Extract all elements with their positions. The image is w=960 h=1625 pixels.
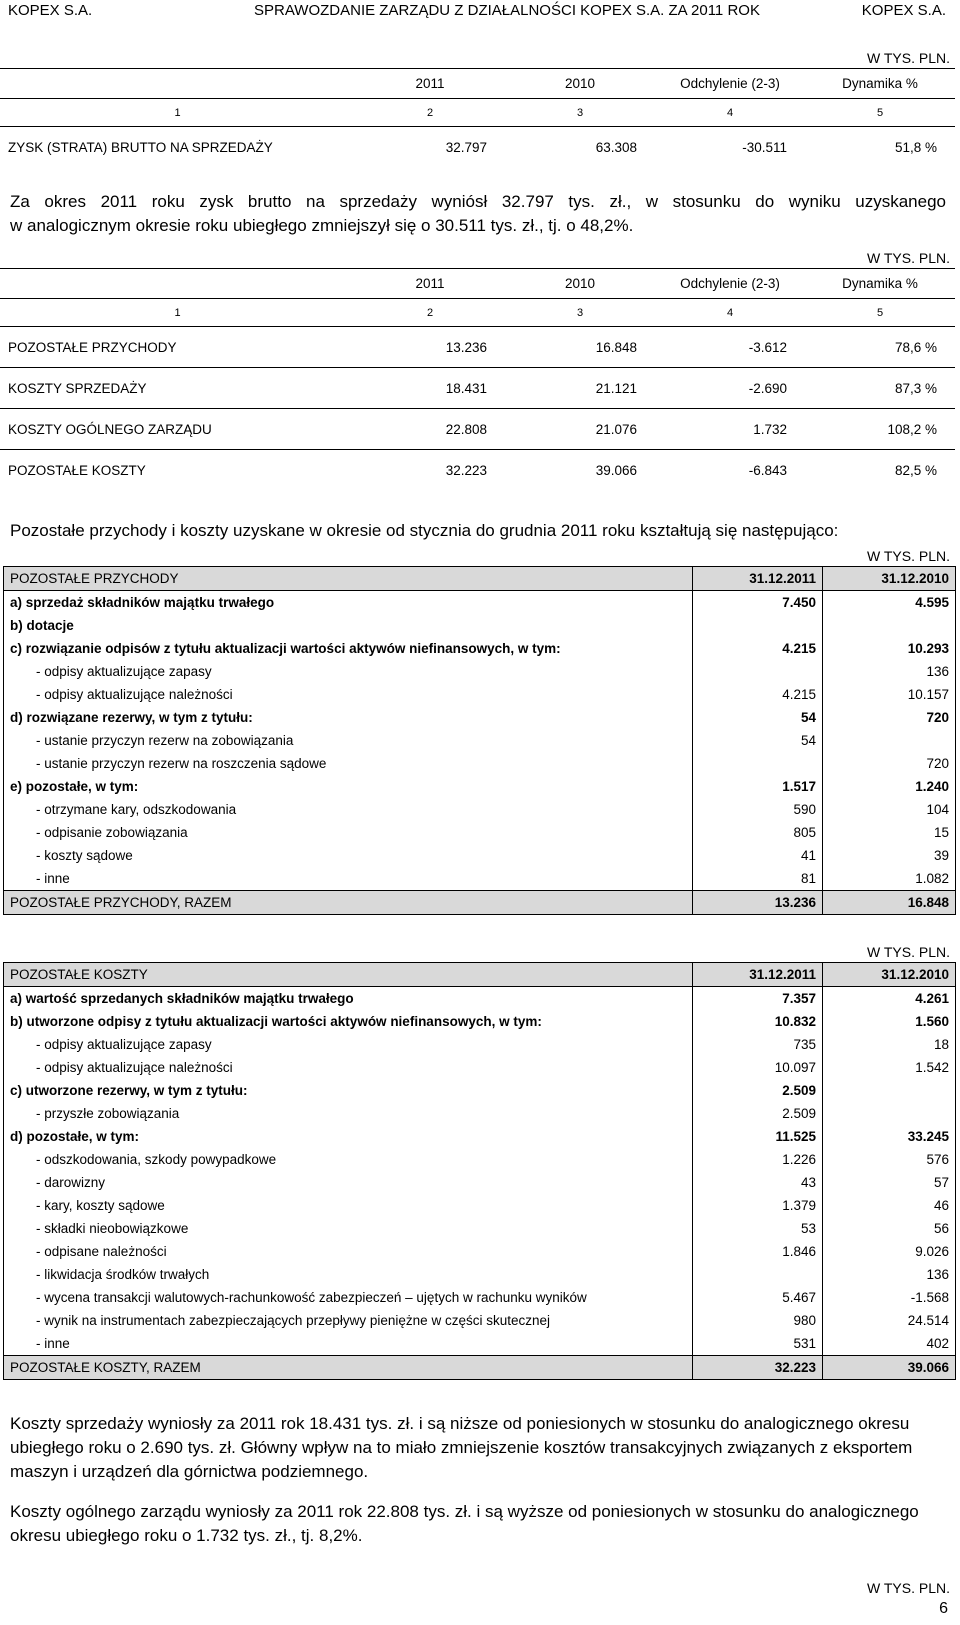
cell: 720 <box>823 706 956 729</box>
cell: 1.082 <box>823 867 956 891</box>
col-num: 4 <box>655 299 805 327</box>
cell: 136 <box>823 1263 956 1286</box>
row-label: - kary, koszty sądowe <box>4 1194 693 1217</box>
cell: 4.215 <box>693 683 823 706</box>
row-label: - ustanie przyczyn rezerw na zobowiązania <box>4 729 693 752</box>
cell: 13.236 <box>693 891 823 915</box>
paragraph: Koszty ogólnego zarządu wyniosły za 2011 rok 22.808 tys. zł. i są wyższe od poniesionych w stosunku do analogicznego okresu ubiegłego roku o 1.732 tys. zł., tj. 8,2%. <box>10 1502 919 1545</box>
table-row <box>4 891 956 915</box>
row-label: POZOSTAŁE KOSZTY <box>0 450 355 491</box>
cell: 1.560 <box>823 1010 956 1033</box>
cell: 2.509 <box>693 1102 823 1125</box>
row-label: KOSZTY SPRZEDAŻY <box>0 368 355 409</box>
table-row <box>0 368 955 409</box>
cell: 1.732 <box>655 409 805 450</box>
header-title: SPRAWOZDANIE ZARZĄDU Z DZIAŁALNOŚCI KOPEX S.A. ZA 2011 ROK <box>254 2 760 19</box>
cell: 805 <box>693 821 823 844</box>
page-number: 6 <box>939 1600 948 1617</box>
row-label: e) pozostałe, w tym: <box>4 775 693 798</box>
cell: 1.240 <box>823 775 956 798</box>
cell: 104 <box>823 798 956 821</box>
cell: 11.525 <box>693 1125 823 1148</box>
cell: 16.848 <box>823 891 956 915</box>
cell: 136 <box>823 660 956 683</box>
cell: -3.612 <box>655 327 805 368</box>
cell: 31.12.2011 <box>693 567 823 591</box>
cell <box>693 752 823 775</box>
col-deviation: Odchylenie (2-3) <box>655 269 805 299</box>
row-label: c) utworzone rezerwy, w tym z tytułu: <box>4 1079 693 1102</box>
paragraph: Pozostałe przychody i koszty uzyskane w okresie od stycznia do grudnia 2011 roku kształtują się następująco: <box>10 521 839 540</box>
cell: 57 <box>823 1171 956 1194</box>
cell: 21.076 <box>505 409 655 450</box>
cell: 43 <box>693 1171 823 1194</box>
row-label: - przyszłe zobowiązania <box>4 1102 693 1125</box>
table-row <box>4 660 956 683</box>
unit-label: W TYS. PLN. <box>867 250 950 266</box>
table-row <box>4 1356 956 1380</box>
cell: 81 <box>693 867 823 891</box>
cell: 82,5 % <box>805 450 955 491</box>
table-row <box>4 844 956 867</box>
cell: 31.12.2011 <box>693 963 823 987</box>
cell: 4.215 <box>693 637 823 660</box>
table-row <box>4 1217 956 1240</box>
table-other-income <box>3 566 956 915</box>
cell: 87,3 % <box>805 368 955 409</box>
col-dynamics: Dynamika % <box>805 69 955 99</box>
row-label: POZOSTAŁE PRZYCHODY <box>4 567 693 591</box>
cell: 7.357 <box>693 987 823 1011</box>
table-row <box>4 867 956 891</box>
cell: 5.467 <box>693 1286 823 1309</box>
table-row <box>4 637 956 660</box>
row-label: - odpisane należności <box>4 1240 693 1263</box>
col-num: 4 <box>655 99 805 127</box>
table-row <box>4 567 956 591</box>
table-row <box>0 327 955 368</box>
table-row <box>4 1263 956 1286</box>
row-label: a) wartość sprzedanych składników majątku trwałego <box>4 987 693 1011</box>
table-row <box>4 798 956 821</box>
table-row <box>4 1148 956 1171</box>
cell: 10.832 <box>693 1010 823 1033</box>
cell: 576 <box>823 1148 956 1171</box>
table-row <box>4 775 956 798</box>
table-row <box>4 683 956 706</box>
row-label: - inne <box>4 1332 693 1356</box>
cell: 22.808 <box>355 409 505 450</box>
table-row <box>4 1194 956 1217</box>
table-row <box>0 409 955 450</box>
paragraph: Za okres 2011 roku zysk brutto na sprzedaży wyniósł 32.797 tys. zł., w stosunku do wyniku uzyskanego <box>10 192 946 211</box>
row-label: - otrzymane kary, odszkodowania <box>4 798 693 821</box>
table-row <box>4 1286 956 1309</box>
cell: 18.431 <box>355 368 505 409</box>
col-deviation: Odchylenie (2-3) <box>655 69 805 99</box>
table-row <box>4 614 956 637</box>
row-label: d) pozostałe, w tym: <box>4 1125 693 1148</box>
cell <box>693 614 823 637</box>
cell <box>693 660 823 683</box>
col-2011: 2011 <box>355 269 505 299</box>
cell: -2.690 <box>655 368 805 409</box>
table-row <box>0 450 955 491</box>
cell: 1.517 <box>693 775 823 798</box>
cell: 2.509 <box>693 1079 823 1102</box>
row-label: c) rozwiązanie odpisów z tytułu aktualizacji wartości aktywów niefinansowych, w tym: <box>4 637 693 660</box>
cell <box>823 1102 956 1125</box>
row-label: - odpisy aktualizujące zapasy <box>4 660 693 683</box>
cell: 54 <box>693 706 823 729</box>
col-num: 1 <box>0 299 355 327</box>
cell: 39.066 <box>823 1356 956 1380</box>
cell: 32.797 <box>355 127 505 168</box>
cell: 1.379 <box>693 1194 823 1217</box>
col-num: 2 <box>355 299 505 327</box>
row-label: - wynik na instrumentach zabezpieczających przepływy pieniężne w części skutecznej <box>4 1309 693 1332</box>
row-label: KOSZTY OGÓLNEGO ZARZĄDU <box>0 409 355 450</box>
cell: 402 <box>823 1332 956 1356</box>
col-num: 2 <box>355 99 505 127</box>
cell: 1.226 <box>693 1148 823 1171</box>
cell: 31.12.2010 <box>823 963 956 987</box>
cell: 13.236 <box>355 327 505 368</box>
cell: 4.595 <box>823 591 956 615</box>
col-2011: 2011 <box>355 69 505 99</box>
table-row <box>4 1079 956 1102</box>
table-row <box>4 1171 956 1194</box>
cell: 53 <box>693 1217 823 1240</box>
cell: 51,8 % <box>805 127 955 168</box>
table-row <box>4 752 956 775</box>
cell <box>823 614 956 637</box>
cell <box>693 1263 823 1286</box>
row-label: b) dotacje <box>4 614 693 637</box>
cell: 41 <box>693 844 823 867</box>
table-row <box>4 729 956 752</box>
row-label: - składki nieobowiązkowe <box>4 1217 693 1240</box>
cell: 21.121 <box>505 368 655 409</box>
table-row <box>4 1125 956 1148</box>
row-label: - darowizny <box>4 1171 693 1194</box>
col-num: 5 <box>805 99 955 127</box>
unit-label: W TYS. PLN. <box>867 944 950 960</box>
row-label: - inne <box>4 867 693 891</box>
row-label: a) sprzedaż składników majątku trwałego <box>4 591 693 615</box>
table-row <box>4 1309 956 1332</box>
row-label: d) rozwiązane rezerwy, w tym z tytułu: <box>4 706 693 729</box>
cell: 54 <box>693 729 823 752</box>
cell: 63.308 <box>505 127 655 168</box>
cell: 735 <box>693 1033 823 1056</box>
row-label: POZOSTAŁE KOSZTY, RAZEM <box>4 1356 693 1380</box>
cell: 10.157 <box>823 683 956 706</box>
row-label: ZYSK (STRATA) BRUTTO NA SPRZEDAŻY <box>0 127 355 168</box>
row-label: - odpisy aktualizujące należności <box>4 683 693 706</box>
header-right: KOPEX S.A. <box>861 2 946 19</box>
table-row <box>4 1102 956 1125</box>
unit-label: W TYS. PLN. <box>867 548 950 564</box>
paragraph: Koszty sprzedaży wyniosły za 2011 rok 18.431 tys. zł. i są niższe od poniesionych w stosunku do analogicznego okresu ubiegłego roku o 2.690 tys. zł. Główny wpływ na to miało zmniejszenie kosztów transakcyjnych związanych z eksportem maszyn i urządzeń dla górnictwa podziemnego. <box>10 1414 913 1481</box>
cell <box>823 1079 956 1102</box>
table-row <box>4 1056 956 1079</box>
cell: 9.026 <box>823 1240 956 1263</box>
table-income-costs <box>0 268 955 490</box>
table-row <box>4 987 956 1011</box>
table-row <box>0 127 955 168</box>
table-row <box>4 591 956 615</box>
row-label: - likwidacja środków trwałych <box>4 1263 693 1286</box>
cell: 33.245 <box>823 1125 956 1148</box>
cell: 4.261 <box>823 987 956 1011</box>
cell: 15 <box>823 821 956 844</box>
col-dynamics: Dynamika % <box>805 269 955 299</box>
cell: -30.511 <box>655 127 805 168</box>
cell: 7.450 <box>693 591 823 615</box>
cell: 39.066 <box>505 450 655 491</box>
table-row <box>4 963 956 987</box>
row-label: b) utworzone odpisy z tytułu aktualizacji wartości aktywów niefinansowych, w tym: <box>4 1010 693 1033</box>
row-label: - odpisy aktualizujące należności <box>4 1056 693 1079</box>
cell: 1.846 <box>693 1240 823 1263</box>
cell: 39 <box>823 844 956 867</box>
cell: -6.843 <box>655 450 805 491</box>
cell: 108,2 % <box>805 409 955 450</box>
table-other-costs <box>3 962 956 1380</box>
row-label: - koszty sądowe <box>4 844 693 867</box>
table-gross-profit <box>0 68 955 167</box>
cell: 31.12.2010 <box>823 567 956 591</box>
cell: 24.514 <box>823 1309 956 1332</box>
col-num: 3 <box>505 299 655 327</box>
cell: 590 <box>693 798 823 821</box>
row-label: - ustanie przyczyn rezerw na roszczenia sądowe <box>4 752 693 775</box>
cell: -1.568 <box>823 1286 956 1309</box>
cell <box>823 729 956 752</box>
col-num: 5 <box>805 299 955 327</box>
row-label: - wycena transakcji walutowych-rachunkowość zabezpieczeń – ujętych w rachunku wyników <box>4 1286 693 1309</box>
unit-label: W TYS. PLN. <box>867 50 950 66</box>
table-row <box>4 1240 956 1263</box>
cell: 720 <box>823 752 956 775</box>
cell: 56 <box>823 1217 956 1240</box>
row-label: POZOSTAŁE PRZYCHODY <box>0 327 355 368</box>
col-num: 3 <box>505 99 655 127</box>
row-label: POZOSTAŁE PRZYCHODY, RAZEM <box>4 891 693 915</box>
row-label: - odpisy aktualizujące zapasy <box>4 1033 693 1056</box>
table-row <box>4 706 956 729</box>
table-row <box>4 1033 956 1056</box>
header-left: KOPEX S.A. <box>8 2 93 19</box>
col-2010: 2010 <box>505 69 655 99</box>
row-label: - odpisanie zobowiązania <box>4 821 693 844</box>
row-label: POZOSTAŁE KOSZTY <box>4 963 693 987</box>
table-row <box>4 821 956 844</box>
unit-label: W TYS. PLN. <box>867 1580 950 1596</box>
col-2010: 2010 <box>505 269 655 299</box>
cell: 10.293 <box>823 637 956 660</box>
cell: 46 <box>823 1194 956 1217</box>
cell: 32.223 <box>355 450 505 491</box>
col-num: 1 <box>0 99 355 127</box>
paragraph: w analogicznym okresie roku ubiegłego zmniejszył się o 30.511 tys. zł., tj. o 48,2%. <box>10 216 634 235</box>
cell: 980 <box>693 1309 823 1332</box>
cell: 10.097 <box>693 1056 823 1079</box>
cell: 1.542 <box>823 1056 956 1079</box>
cell: 78,6 % <box>805 327 955 368</box>
row-label: - odszkodowania, szkody powypadkowe <box>4 1148 693 1171</box>
cell: 16.848 <box>505 327 655 368</box>
cell: 18 <box>823 1033 956 1056</box>
table-row <box>4 1332 956 1356</box>
table-row <box>4 1010 956 1033</box>
cell: 531 <box>693 1332 823 1356</box>
cell: 32.223 <box>693 1356 823 1380</box>
